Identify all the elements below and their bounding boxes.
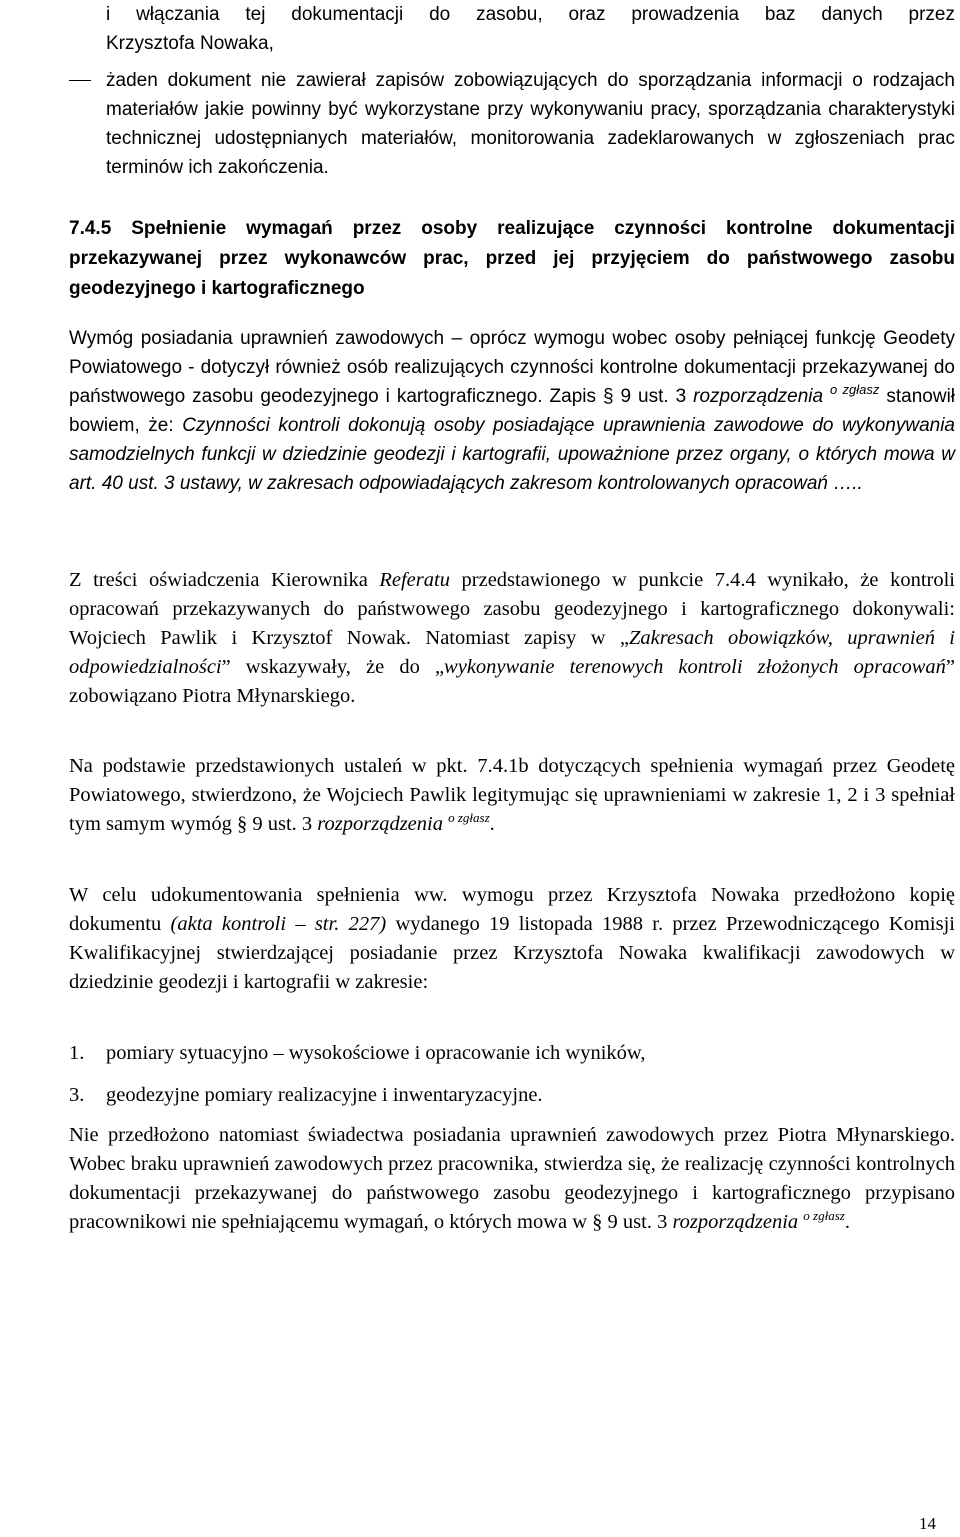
p2-text-e: ” wskazywały, że do „ bbox=[221, 656, 445, 678]
list-item-number: 1. bbox=[69, 1042, 85, 1064]
paragraph-findings bbox=[69, 752, 955, 839]
paragraph-documentation bbox=[69, 881, 955, 997]
p5-footnote-mark: o zgłasz bbox=[803, 1208, 845, 1223]
p5-regulation-ref: rozporządzenia bbox=[672, 1211, 799, 1233]
page-number: 14 bbox=[919, 1514, 936, 1533]
bullet-paragraph: żaden dokument nie zawierał zapisów zobowiązujących do sporządzania informacji o rodzajach materiałów jakie powinny być wykorzystane przy wykonywaniu pracy, sporządzania charakterystyki technicznej udostępnianych materiałów, monitorowania zadeklarowanych w zgłoszeniach prac terminów ich zakończenia. bbox=[106, 70, 955, 178]
bullet-dash-icon bbox=[69, 80, 91, 81]
p4-text-c: wydanego 19 listopada 1988 r. przez Przewodniczącego Komisji Kwalifikacyjnej stwierdzającej posiadanie przez Krzysztofa Nowaka kwalifikacji zawodowych w dziedzinie geodezji i kartografii w zakresie: bbox=[69, 913, 955, 993]
paragraph-requirement bbox=[69, 324, 955, 498]
section-heading bbox=[69, 214, 955, 304]
continuation-line-1: i włączania tej dokumentacji do zasobu, oraz prowadzenia baz danych przez bbox=[106, 4, 955, 25]
continuation-paragraph bbox=[106, 0, 955, 58]
p2-text-g: ” zobowiązano Piotra Młynarskiego. bbox=[69, 656, 955, 707]
section-heading-text: 7.4.5 Spełnienie wymagań przez osoby realizujące czynności kontrolne dokumentacji przekazywanej przez wykonawców prac, przed jej przyjęciem do państwowego zasobu geodezyjnego i kartograficznego bbox=[69, 218, 955, 299]
p1-footnote-mark: o zgłasz bbox=[830, 382, 880, 397]
p1-regulation-ref: rozporządzenia bbox=[693, 386, 824, 407]
p2-text-c: przedstawionego w punkcie 7.4.4 wynikało, że kontroli opracowań przekazywanych do państwowego zasobu geodezyjnego i kartograficznego dokonywali: Wojciech Pawlik i Krzysztof Nowak. Natomiast zapisy w „ bbox=[69, 569, 956, 649]
list-item: geodezyjne pomiary realizacyjne i inwentaryzacyjne. bbox=[106, 1084, 543, 1106]
p1-quote: Czynności kontroli dokonują osoby posiadające uprawnienia zawodowe do wykonywania samodzielnych funkcji w dziedzinie geodezji i kartografii, upoważnione przez organy, o których mowa w art. 40 ust. 3 ustawy, w zakresach odpowiadających zakresom kontrolowanych opracowań ….. bbox=[69, 415, 955, 494]
list-item: pomiary sytuacyjno – wysokościowe i opracowanie ich wyników, bbox=[106, 1042, 646, 1064]
p3-text-a: Na podstawie przedstawionych ustaleń w pkt. 7.4.1b dotyczących spełnienia wymagań przez Geodetę Powiatowego, stwierdzono, że Wojciech Pawlik legitymując się uprawnieniami w zakresie 1, 2 i 3 spełniał tym samym wymóg § 9 ust. 3 bbox=[69, 755, 955, 835]
p4-file-ref: (akta kontroli – str. 227) bbox=[170, 913, 387, 935]
p2-referat: Referatu bbox=[379, 569, 450, 591]
p1-text-a: Wymóg posiadania uprawnień zawodowych – oprócz wymogu wobec osoby pełniącej funkcję Geodety Powiatowego - dotyczył również osób realizujących czynności kontrolne dokumentacji przekazywanej do państwowego zasobu geodezyjnego i kartograficznego. Zapis § 9 ust. 3 bbox=[69, 328, 955, 407]
p3-footnote-mark: o zgłasz bbox=[448, 810, 490, 825]
p1-text-c: stanowił bowiem, że: bbox=[69, 386, 956, 436]
continuation-line-2: Krzysztofa Nowaka, bbox=[106, 33, 274, 54]
p2-scope-title: Zakresach obowiązków, uprawnień i odpowiedzialności bbox=[69, 627, 955, 678]
p4-text-a: W celu udokumentowania spełnienia ww. wymogu przez Krzysztofa Nowaka przedłożono kopię dokumentu bbox=[69, 884, 955, 935]
p3-text-c: . bbox=[489, 813, 495, 835]
list-item-number: 3. bbox=[69, 1084, 85, 1106]
paragraph-conclusion bbox=[69, 1121, 955, 1237]
p2-task-title: wykonywanie terenowych kontroli złożonych opracowań bbox=[444, 656, 946, 678]
p5-text-c: . bbox=[844, 1211, 850, 1233]
p2-text-a: Z treści oświadczenia Kierownika bbox=[69, 569, 380, 591]
p5-text-a: Nie przedłożono natomiast świadectwa posiadania uprawnień zawodowych przez Piotra Młynarskiego. Wobec braku uprawnień zawodowych przez pracownika, stwierdza się, że realizację czynności kontrolnych dokumentacji przekazywanej do państwowego zasobu geodezyjnego i kartograficznego przypisano pracownikowi nie spełniającemu wymagań, o których mowa w § 9 ust. 3 bbox=[69, 1124, 955, 1233]
p3-regulation-ref: rozporządzenia bbox=[317, 813, 443, 835]
paragraph-statement bbox=[69, 566, 955, 711]
